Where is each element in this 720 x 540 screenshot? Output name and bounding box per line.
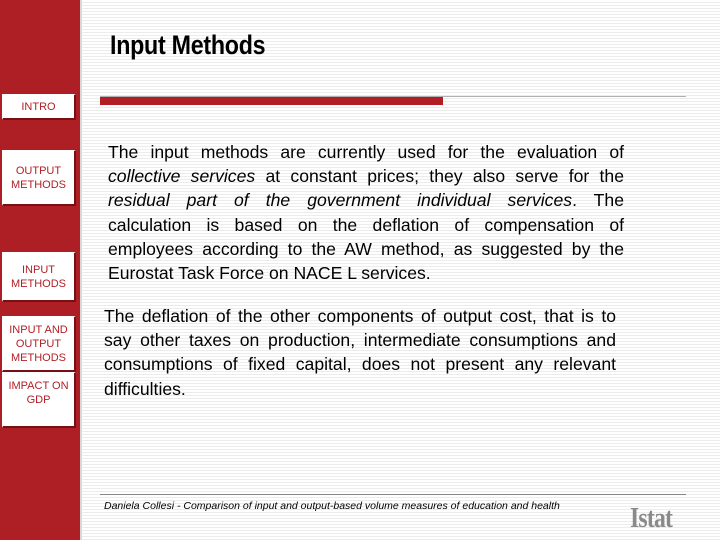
nav-button-input-methods[interactable] [2, 252, 76, 302]
sidebar-divider [80, 0, 82, 540]
nav-button-output-methods-label: OUTPUT METHODS [11, 164, 66, 191]
footer-rule [100, 494, 686, 495]
nav-button-output-methods[interactable] [2, 150, 76, 206]
nav-button-input-and-output-methods[interactable] [2, 316, 76, 372]
para1-emphasis-residual: residual part of the government individual services [108, 190, 573, 211]
slide-title: Input Methods [110, 30, 266, 60]
para1-text-b: at constant prices; they also serve for the [255, 166, 624, 187]
footer-caption: Daniela Collesi - Comparison of input and output-based volume measures of education and health [104, 500, 560, 512]
para1-emphasis-collective: collective services [108, 166, 256, 187]
nav-button-intro-label: INTRO [21, 100, 56, 113]
istat-logo: Istat [630, 502, 673, 534]
nav-button-intro[interactable] [2, 94, 76, 120]
nav-button-impact-on-gdp-label: IMPACT ON GDP [8, 380, 69, 406]
nav-button-input-and-output-methods-label: INPUT AND OUTPUT METHODS [9, 323, 68, 364]
body-paragraph-2: The deflation of the other components of output cost, that is to say other taxes on production, intermediate consumptions and consumptions of fixed capital, does not present any relevant difficulties. [104, 306, 616, 399]
para1-text-c: . The calculation is based on the deflation of compensation of employees according to the AW method, as suggested by the Eurostat Task Force on NACE L services. [108, 190, 624, 284]
body-paragraph-1 [108, 140, 624, 285]
nav-button-impact-on-gdp[interactable] [2, 372, 76, 428]
nav-button-input-methods-label: INPUT METHODS [11, 263, 66, 290]
title-rule-accent [100, 97, 443, 105]
para1-text-a: The input methods are currently used for the evaluation of [108, 142, 624, 162]
